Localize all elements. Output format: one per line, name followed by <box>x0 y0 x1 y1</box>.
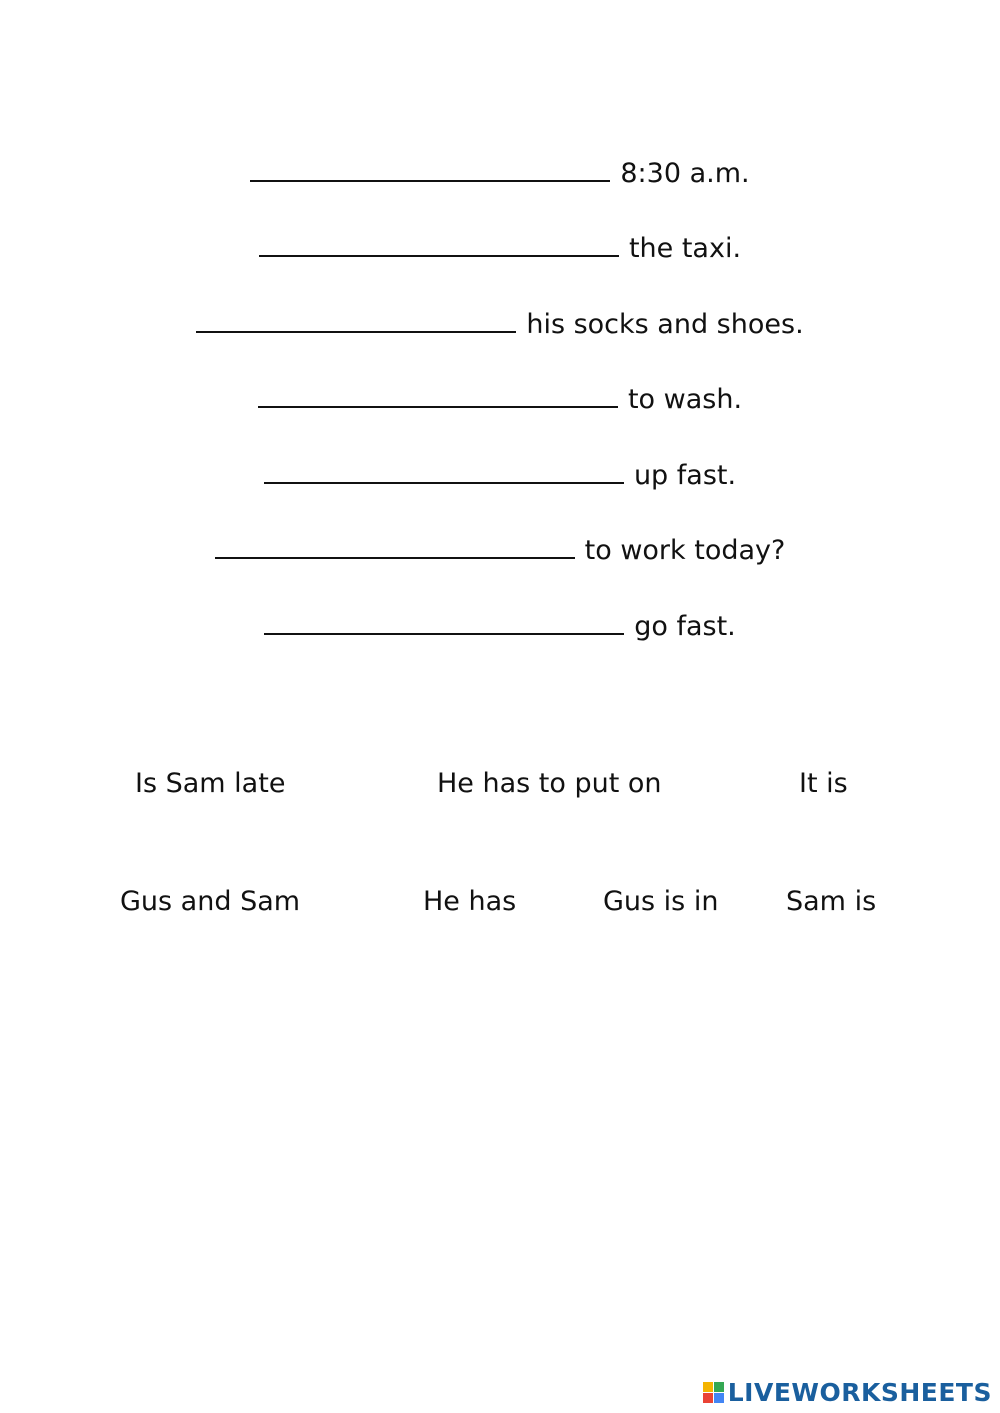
sentence-text: to wash. <box>627 384 743 415</box>
sentence-6 <box>0 535 1000 566</box>
sentence-1 <box>0 158 1000 189</box>
answer-blank[interactable] <box>264 481 624 484</box>
sentence-text: his socks and shoes. <box>526 309 804 340</box>
answer-blank[interactable] <box>259 254 619 257</box>
sentence-text: up fast. <box>633 460 737 491</box>
sentence-text: 8:30 a.m. <box>620 158 750 189</box>
word-bank-item[interactable]: Sam is <box>786 886 877 917</box>
logo-squares-icon <box>703 1382 724 1403</box>
sentence-text: to work today? <box>584 535 786 566</box>
sentence-5 <box>0 460 1000 491</box>
answer-blank[interactable] <box>250 179 610 182</box>
sentence-text: go fast. <box>634 611 736 642</box>
sentence-7 <box>0 611 1000 642</box>
word-bank-item[interactable]: Is Sam late <box>135 768 286 799</box>
answer-blank[interactable] <box>258 405 618 408</box>
answer-blank[interactable] <box>196 330 516 333</box>
sentence-text: the taxi. <box>628 233 742 264</box>
word-bank-item[interactable]: He has to put on <box>437 768 662 799</box>
answer-blank[interactable] <box>215 556 575 559</box>
sentence-2 <box>0 233 1000 264</box>
word-bank-item[interactable]: Gus and Sam <box>120 886 301 917</box>
sentence-4 <box>0 384 1000 415</box>
answer-blank[interactable] <box>264 632 624 635</box>
liveworksheets-logo <box>703 1378 992 1407</box>
brand-name: LIVEWORKSHEETS <box>727 1378 992 1407</box>
word-bank-item[interactable]: It is <box>799 768 848 799</box>
word-bank-item[interactable]: He has <box>423 886 517 917</box>
sentence-3 <box>0 309 1000 340</box>
word-bank-item[interactable]: Gus is in <box>603 886 719 917</box>
